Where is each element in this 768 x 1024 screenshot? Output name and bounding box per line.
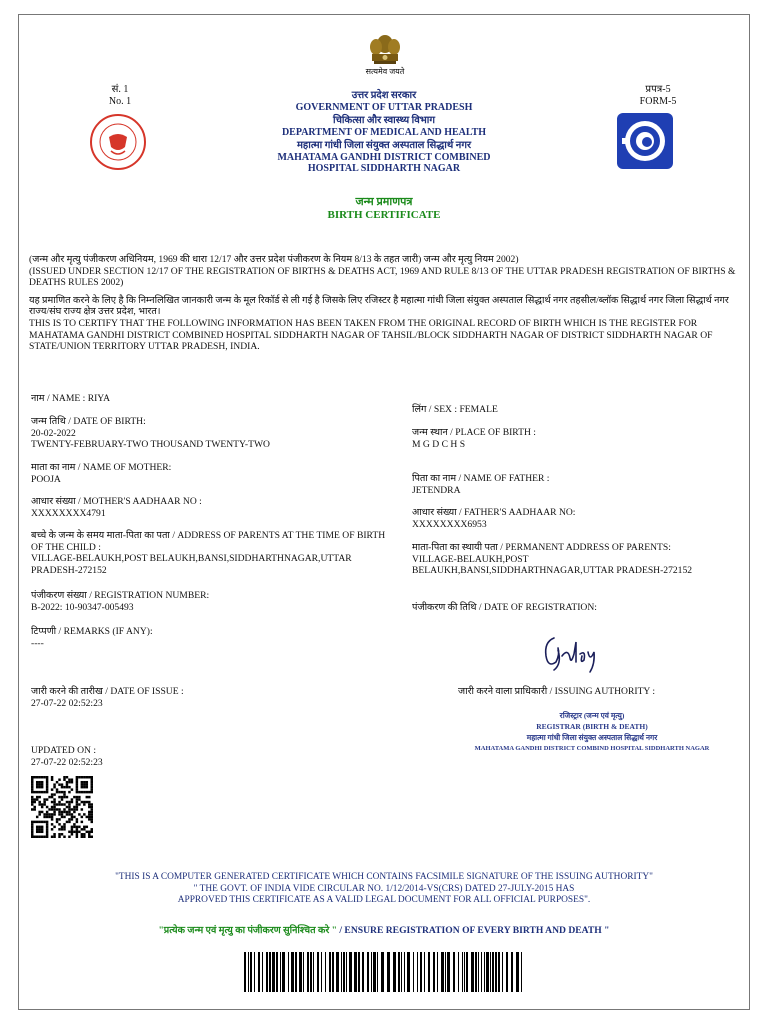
form-number-hindi: प्रपत्र-5 [645,84,671,95]
serial-number: No. 1 [108,96,132,107]
date-of-issue-label: जारी करने की तारीख / DATE OF ISSUE : [31,686,184,697]
permanent-address-value: VILLAGE-BELAUKH,POST BELAUKH,BANSI,SIDDHARTHNAGAR,UTTAR PRADESH-272152 [412,553,693,577]
registrar-hospital-hindi: महात्मा गांधी जिला संयुक्त अस्पताल सिद्धार्थ नगर [526,733,658,742]
child-name: नाम / NAME : RIYA [31,393,111,404]
mother-name-label: माता का नाम / NAME OF MOTHER: [31,462,172,473]
registration-date-label: पंजीकरण की तिथि / DATE OF REGISTRATION: [412,602,597,613]
certify-statement: THIS IS TO CERTIFY THAT THE FOLLOWING INFORMATION HAS BEEN TAKEN FROM THE ORIGINAL RECORD OF BIRTH WHICH IS THE REGISTER FOR MAHATAMA GANDHI DISTRICT COMBINED HOSPITAL SIDDHARTH NAGAR OF TAHSIL/BLOCK SIDDHARTH NAGAR OF DISTRICT SIDDHARTH NAGAR OF STATE/UNION TERRITORY UTTAR PRADESH, INDIA. [29,317,713,353]
father-name-label: पिता का नाम / NAME OF FATHER : [412,473,550,484]
hospital-name-line2: HOSPITAL SIDDHARTH NAGAR [307,163,461,174]
emblem-motto: सत्यमेव जयते [365,67,405,76]
remarks-label: टिप्पणी / REMARKS (IF ANY): [31,626,153,637]
updated-on-label: UPDATED ON : [31,745,97,756]
hospital-hindi: महात्मा गांधी जिला संयुक्त अस्पताल सिद्धार्थ नगर [296,140,472,151]
registration-number-value: B-2022: 10-90347-005493 [31,601,134,613]
mother-name-value: POOJA [31,473,61,485]
form-number: FORM-5 [639,96,677,107]
updated-on-value: 27-07-22 02:52:23 [31,756,103,768]
issued-under-hindi: (जन्म और मृत्यु पंजीकरण अधिनियम, 1969 की धारा 12/17 और उत्तर प्रदेश पंजीकरण के नियम 8/13 के तहत जारी) जन्म और मृत्यु नियम 2002) [29,254,519,265]
registrar-title-hindi: रजिस्ट्रार (जन्म एवं मृत्यु) [559,711,625,720]
address-at-birth-value: VILLAGE-BELAUKH,POST BELAUKH,BANSI,SIDDHARTHNAGAR,UTTAR PRADESH-272152 [31,553,352,576]
barcode [244,952,524,992]
certify-statement-hindi: यह प्रमाणित करने के लिए है कि निम्नलिखित जानकारी जन्म के मूल रिकॉर्ड से ली गई है जिसके लिए रजिस्टर है महात्मा गांधी जिला संयुक्त अस्पताल सिद्धार्थ नगर तहसील/ब्लॉक सिद्धार्थ नगर जिला सिद्धार्थ नगर राज्य/संघ राज्य क्षेत्र उत्तर प्रदेश, भारत। [29,294,729,318]
circular-note: " THE GOVT. OF INDIA VIDE CIRCULAR NO. 1/12/2014-VS(CRS) DATED 27-JULY-2015 HAS [193,883,575,894]
government-hindi: उत्तर प्रदेश सरकार [351,90,417,101]
dob-value: 20-02-2022 [31,427,76,439]
certificate-title: BIRTH CERTIFICATE [327,209,441,221]
mother-aadhaar-value: XXXXXXXX4791 [31,507,106,519]
father-aadhaar-label: आधार संख्या / FATHER'S AADHAAR NO: [412,507,576,518]
certificate-title-hindi: जन्म प्रमाणपत्र [355,196,413,208]
date-of-issue-value: 27-07-22 02:52:23 [31,697,103,709]
qr-code [31,776,93,838]
dob-words: TWENTY-FEBRUARY-TWO THOUSAND TWENTY-TWO [31,439,270,451]
address-at-birth-label: बच्चे के जन्म के समय माता-पिता का पता / ADDRESS OF PARENTS AT THE TIME OF BIRTH OF THE CHILD : [31,530,386,553]
birth-registration-logo-icon [616,112,674,170]
serial-number-hindi: सं. 1 [111,84,129,95]
father-name-value: JETENDRA [412,484,461,496]
validity-note: APPROVED THIS CERTIFICATE AS A VALID LEGAL DOCUMENT FOR ALL OFFICIAL PURPOSES". [177,895,591,905]
government-name: GOVERNMENT OF UTTAR PRADESH [295,101,473,113]
issuing-authority-label: जारी करने वाला प्राधिकारी / ISSUING AUTHORITY : [458,686,656,697]
dob-label: जन्म तिथि / DATE OF BIRTH: [31,416,146,427]
registrar-hospital: MAHATAMA GANDHI DISTRICT COMBIND HOSPITAL SIDDHARTH NAGAR [474,745,710,752]
sex: लिंग / SEX : FEMALE [412,404,498,415]
registrar-title: REGISTRAR (BIRTH & DEATH) [536,722,648,731]
place-of-birth-label: जन्म स्थान / PLACE OF BIRTH : [412,427,536,438]
registration-number-label: पंजीकरण संख्या / REGISTRATION NUMBER: [31,590,210,601]
remarks-value: ---- [31,637,44,649]
permanent-address-label: माता-पिता का स्थायी पता / PERMANENT ADDRESS OF PARENTS: [412,542,671,553]
up-government-seal-icon [89,113,147,171]
slogan: / ENSURE REGISTRATION OF EVERY BIRTH AND DEATH " [336,925,610,936]
issued-under: (ISSUED UNDER SECTION 12/17 OF THE REGISTRATION OF BIRTHS & DEATHS ACT, 1969 AND RULE 8/13 OF THE UTTAR PRADESH REGISTRATION OF BIRTHS & DEATHS RULES 2002) [29,265,736,289]
mother-aadhaar-label: आधार संख्या / MOTHER'S AADHAAR NO : [31,496,202,507]
department-hindi: चिकित्सा और स्वास्थ्य विभाग [332,115,436,126]
department-name: DEPARTMENT OF MEDICAL AND HEALTH [281,126,487,138]
place-of-birth-value: M G D C H S [412,438,466,450]
registrar-signature [540,628,600,674]
slogan-hindi: "प्रत्येक जन्म एवं मृत्यु का पंजीकरण सुनिश्चित करे " [158,925,337,936]
father-aadhaar-value: XXXXXXXX6953 [412,518,487,530]
computer-generated-note: "THIS IS A COMPUTER GENERATED CERTIFICATE WHICH CONTAINS FACSIMILE SIGNATURE OF THE ISSUING AUTHORITY" [115,872,653,882]
hospital-name-line1: MAHATAMA GANDHI DISTRICT COMBINED [277,151,491,163]
